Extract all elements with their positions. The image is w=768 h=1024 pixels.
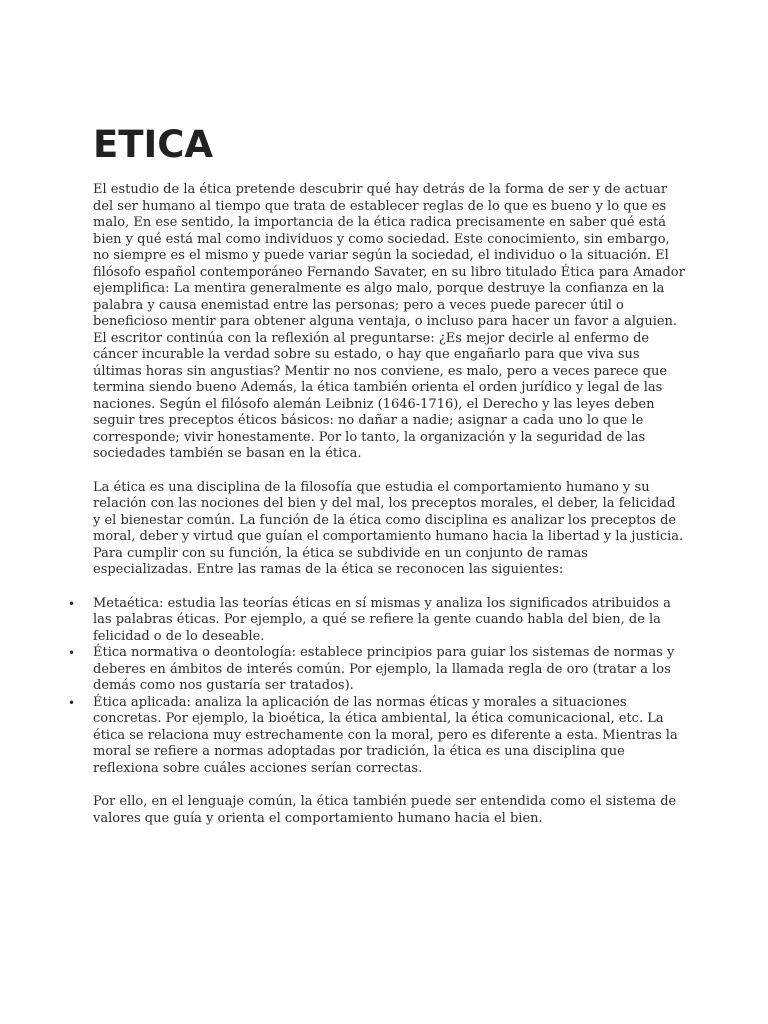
list-item-text: Ética aplicada: analiza la aplicación de las normas éticas y morales a situaciones concretas. Por ejemplo, la bioética, la ética ambiental, la ética comunicacional, etc. La ética se relaciona muy estrechamente con la moral, pero es diferente a esta. Mientras la moral se refiere a normas adoptadas por tradición, la ética es una disciplina que reflexiona sobre cuáles acciones serían correctas. <box>93 694 678 776</box>
list-item <box>68 694 685 778</box>
closing-paragraph: Por ello, en el lenguaje común, la ética también puede ser entendida como el sistema de valores que guía y orienta el comportamiento humano hacia el bien. <box>93 794 677 826</box>
bullet-icon: • <box>68 596 76 611</box>
list-item-text: Ética normativa o deontología: establece principios para guiar los sistemas de normas y deberes en ámbitos de interés común. Por ejemplo, la llamada regla de oro (tratar a los demás como nos gustaría ser tratados). <box>93 645 675 693</box>
list-item <box>68 595 685 646</box>
branches-list <box>68 595 685 778</box>
list-item <box>68 645 685 695</box>
bullet-icon: • <box>68 695 76 710</box>
document-title: ETICA <box>93 123 214 166</box>
definition-paragraph: La ética es una disciplina de la filosofía que estudia el comportamiento humano y su relación con las nociones del bien y del mal, los preceptos morales, el deber, la felicidad y el bienestar común. La función de la ética como disciplina es analizar los preceptos de moral, deber y virtud que guían el comportamiento humano hacia la libertad y la justicia. Para cumplir con su función, la ética se subdivide en un conjunto de ramas especializadas. Entre las ramas de la ética se reconocen las siguientes: <box>93 479 684 577</box>
document-body <box>68 182 685 844</box>
bullet-icon: • <box>68 646 76 660</box>
list-item-text: Metaética: estudia las teorías éticas en sí mismas y analiza los significados atribuidos a las palabras éticas. Por ejemplo, a qué se refiere la gente cuando habla del bien, de la felicidad o de lo deseable. <box>93 595 671 644</box>
intro-paragraph: El estudio de la ética pretende descubrir qué hay detrás de la forma de ser y de actuar del ser humano al tiempo que trata de establecer reglas de lo que es bueno y lo que es malo, En ese sentido, la importancia de la ética radica precisamente en saber qué está bien y qué está mal como individuos y como sociedad. Este conocimiento, sin embargo, no siempre es el mismo y puede variar según la sociedad, el individuo o la situación. El filósofo español contemporáneo Fernando Savater, en su libro titulado Ética para Amador ejemplifica: La mentira generalmente es algo malo, porque destruye la confianza en la palabra y causa enemistad entre las personas; pero a veces puede parecer útil o beneficioso mentir para obtener alguna ventaja, o incluso para hacer un favor a alguien. El escritor continúa con la reflexión al preguntarse: ¿Es mejor decirle al enfermo de cáncer incurable la verdad sobre su estado, o hay que engañarlo para que viva sus últimas horas sin angustias? Mentir no nos conviene, es malo, pero a veces parece que termina siendo bueno Además, la ética también orienta el orden jurídico y legal de las naciones. Según el filósofo alemán Leibniz (1646-1716), el Derecho y las leyes deben seguir tres preceptos éticos básicos: no dañar a nadie; asignar a cada uno lo que le corresponde; vivir honestamente. Por lo tanto, la organización y la seguridad de las sociedades también se basan en la ética. <box>93 182 685 461</box>
